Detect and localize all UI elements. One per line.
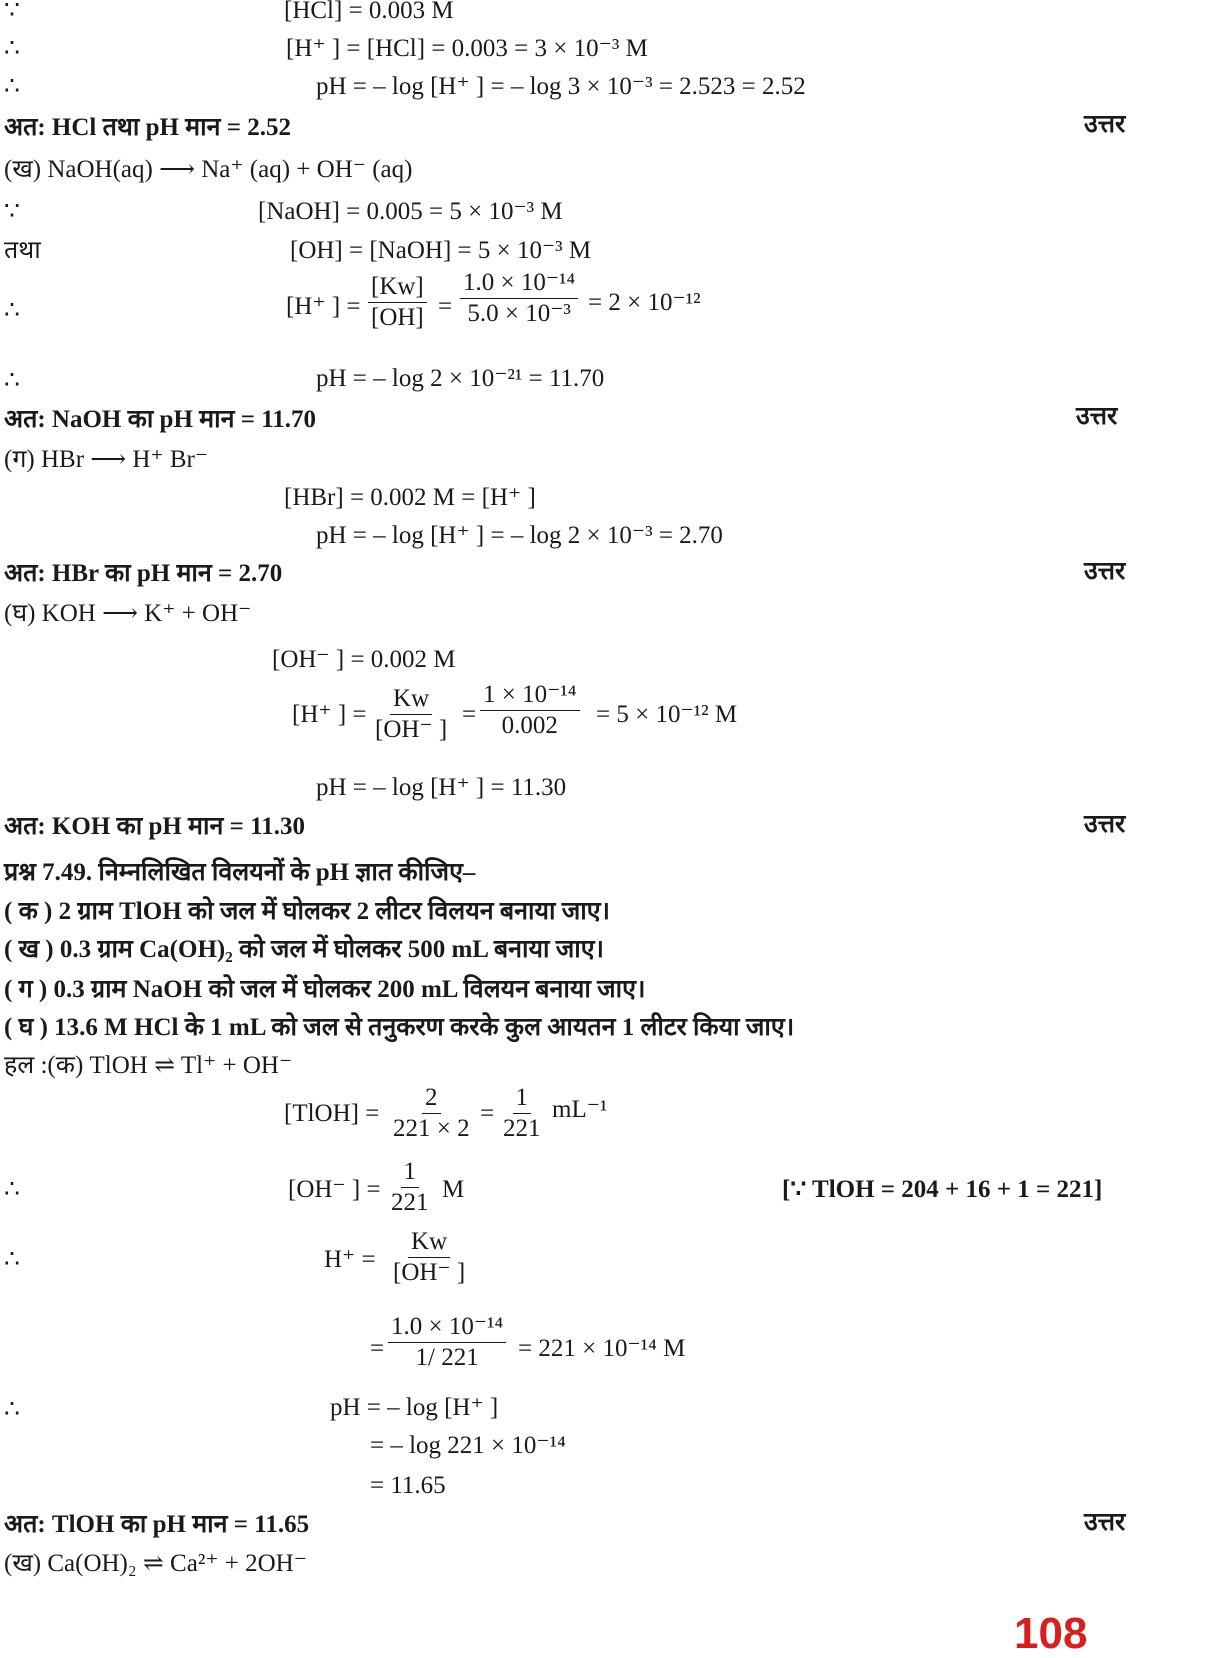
therefore-symbol: ∴ (4, 367, 20, 394)
numerator: 1 (513, 1083, 532, 1114)
equation-line: pH = – log 2 × 10⁻²¹ = 11.70 (316, 365, 605, 392)
equation-line: pH = – log [H⁺ ] = – log 3 × 10⁻³ = 2.523 = 2.52 (316, 73, 806, 100)
note-bracket: [∵ TlOH = 204 + 16 + 1 = 221] (782, 1176, 1103, 1203)
denominator: 221 (503, 1115, 541, 1142)
reaction-line: (घ) KOH ⟶ K⁺ + OH⁻ (4, 600, 252, 627)
equation-rhs: = 5 × 10⁻¹² M (596, 701, 738, 728)
therefore-symbol: ∴ (4, 1246, 20, 1273)
therefore-symbol: ∴ (4, 35, 20, 62)
fraction (388, 1312, 506, 1373)
equation-line: pH = – log [H⁺ ] (330, 1394, 499, 1421)
denominator: 1/ 221 (415, 1344, 479, 1371)
question-part: ( ग ) 0.3 ग्राम NaOH को जल में घोलकर 200 mL विलयन बनाया जाए। (4, 976, 646, 1003)
fraction (500, 1083, 544, 1144)
since-symbol: ∵ (4, 0, 20, 24)
answer-marker: उत्तर (1076, 403, 1118, 430)
question-part: ( घ ) 13.6 M HCl के 1 mL को जल से तनुकरण करके कुल आयतन 1 लीटर किया जाए। (4, 1014, 795, 1041)
fraction (372, 684, 450, 745)
denominator: 221 × 2 (393, 1115, 470, 1142)
equals-sign: = (462, 701, 477, 728)
since-symbol: ∵ (4, 198, 20, 225)
answer-marker: उत्तर (1084, 111, 1126, 138)
denominator: 221 (391, 1189, 429, 1216)
result-line: अत: HBr का pH मान = 2.70 (4, 560, 283, 587)
equation-line: [NaOH] = 0.005 = 5 × 10⁻³ M (258, 198, 563, 225)
therefore-symbol: ∴ (4, 297, 20, 324)
reaction-line: हल :(क) TlOH ⇌ Tl⁺ + OH⁻ (4, 1052, 293, 1079)
equation-line: pH = – log [H⁺ ] = 11.30 (316, 774, 567, 801)
denominator: [OH] (371, 304, 424, 331)
equation-lhs: [TlOH] = (284, 1100, 380, 1127)
numerator: Kw (390, 684, 432, 715)
numerator: Kw (408, 1227, 450, 1258)
equation-line: pH = – log [H⁺ ] = – log 2 × 10⁻³ = 2.70 (316, 522, 723, 549)
result-line: अत: NaOH का pH मान = 11.70 (4, 406, 317, 433)
equation-lhs: [H⁺ ] = (286, 293, 361, 320)
numerator: 1 (401, 1157, 420, 1188)
therefore-symbol: ∴ (4, 73, 20, 100)
fraction (388, 1157, 432, 1218)
equation-line: [HCl] = 0.003 M (284, 0, 454, 24)
unit-label: mL⁻¹ (552, 1096, 608, 1123)
question-part: ( ख ) 0.3 ग्राम Ca(OH)₂ को जल में घोलकर 500 mL बनाया जाए। (4, 936, 605, 963)
equals-sign: = (370, 1335, 385, 1362)
reaction-line: (ग) HBr ⟶ H⁺ Br⁻ (4, 446, 209, 473)
equals-sign: = (438, 293, 453, 320)
denominator: 0.002 (501, 712, 558, 739)
therefore-symbol: ∴ (4, 1176, 20, 1203)
question-heading: प्रश्न 7.49. निम्नलिखित विलयनों के pH ज्ञात कीजिए– (4, 859, 476, 886)
equation-rhs: = 2 × 10⁻¹² (588, 289, 701, 316)
fraction (480, 680, 580, 741)
denominator: [OH⁻ ] (375, 716, 448, 743)
equation-line: [OH] = [NaOH] = 5 × 10⁻³ M (290, 237, 592, 264)
denominator: 5.0 × 10⁻³ (467, 300, 571, 327)
reaction-line: (ख) NaOH(aq) ⟶ Na⁺ (aq) + OH⁻ (aq) (4, 156, 413, 183)
therefore-symbol: ∴ (4, 1396, 20, 1423)
reaction-line: (ख) Ca(OH)₂ ⇌ Ca²⁺ + 2OH⁻ (4, 1550, 307, 1577)
equation-lhs: H⁺ = (324, 1246, 376, 1273)
answer-marker: उत्तर (1084, 811, 1126, 838)
fraction (368, 272, 427, 333)
unit-label: M (442, 1176, 465, 1203)
page-number: 108 (1014, 1609, 1088, 1658)
numerator: [Kw] (368, 272, 427, 303)
denominator: [OH⁻ ] (393, 1259, 466, 1286)
result-line: अत: HCl तथा pH मान = 2.52 (4, 114, 291, 141)
equation-line: [HBr] = 0.002 M = [H⁺ ] (284, 484, 536, 511)
equation-line: = 11.65 (370, 1472, 446, 1499)
equation-lhs: [OH⁻ ] = (288, 1176, 381, 1203)
equals-sign: = (480, 1100, 495, 1127)
and-word: तथा (4, 237, 41, 264)
result-line: अत: KOH का pH मान = 11.30 (4, 813, 305, 840)
answer-marker: उत्तर (1084, 558, 1126, 585)
equation-line: [H⁺ ] = [HCl] = 0.003 = 3 × 10⁻³ M (286, 35, 648, 62)
fraction (390, 1227, 468, 1288)
answer-marker: उत्तर (1084, 1509, 1126, 1536)
fraction (460, 268, 578, 329)
equation-rhs: = 221 × 10⁻¹⁴ M (518, 1335, 686, 1362)
question-part: ( क ) 2 ग्राम TlOH को जल में घोलकर 2 लीटर विलयन बनाया जाए। (4, 898, 611, 925)
numerator: 1.0 × 10⁻¹⁴ (460, 268, 578, 299)
numerator: 1.0 × 10⁻¹⁴ (388, 1312, 506, 1343)
result-line: अत: TlOH का pH मान = 11.65 (4, 1511, 310, 1538)
numerator: 1 × 10⁻¹⁴ (480, 680, 580, 711)
numerator: 2 (422, 1083, 441, 1114)
fraction (390, 1083, 473, 1144)
equation-lhs: [H⁺ ] = (292, 701, 367, 728)
equation-line: = – log 221 × 10⁻¹⁴ (370, 1432, 566, 1459)
equation-line: [OH⁻ ] = 0.002 M (272, 646, 456, 673)
